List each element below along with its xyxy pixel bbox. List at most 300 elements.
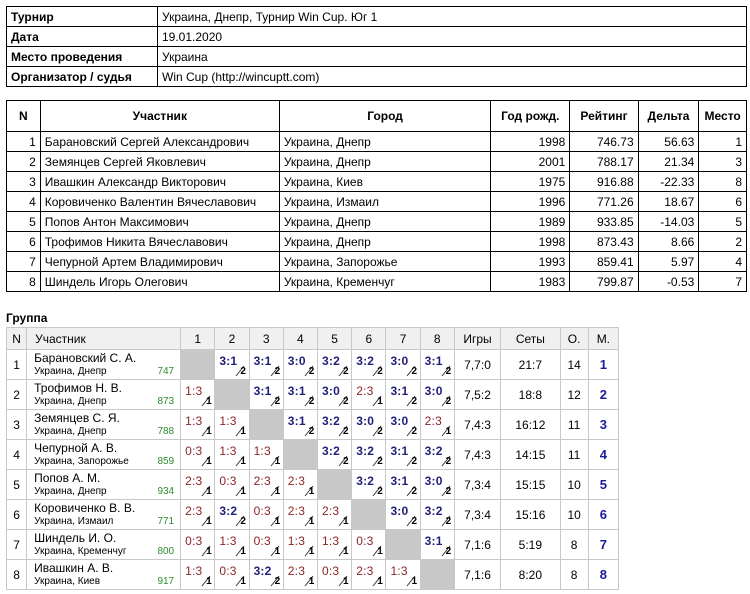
- match-points: 2: [411, 486, 417, 497]
- participant-row: [7, 232, 747, 252]
- participant-cell: 1998: [491, 232, 570, 252]
- match-points: 2: [240, 516, 246, 527]
- match-result-cell: [318, 410, 352, 440]
- match-result-cell: [386, 350, 420, 380]
- match-result-cell: [215, 440, 249, 470]
- group-points: 12: [560, 380, 588, 410]
- group-games: 7,5:2: [454, 380, 500, 410]
- group-results-grid: [6, 327, 619, 590]
- participant-cell: Украина, Кременчуг: [279, 272, 490, 292]
- participant-cell: 18.67: [638, 192, 699, 212]
- participant-cell: Трофимов Никита Вячеславович: [40, 232, 279, 252]
- info-row: [7, 67, 747, 87]
- match-score: 2:3: [356, 384, 374, 398]
- match-score: 1:3: [185, 564, 203, 578]
- match-result-cell: [420, 530, 454, 560]
- info-value: 19.01.2020: [158, 27, 747, 47]
- match-score: 3:0: [390, 354, 409, 368]
- participant-row: [7, 172, 747, 192]
- match-score: 0:3: [322, 564, 340, 578]
- group-player-cell: [27, 470, 181, 500]
- match-result-cell: [420, 500, 454, 530]
- participant-cell: 2: [7, 152, 41, 172]
- match-score: 3:0: [424, 384, 443, 398]
- info-label: Место проведения: [7, 47, 158, 67]
- group-self-cell: [420, 560, 454, 590]
- group-player-city: Украина, Днепр: [34, 426, 107, 437]
- participant-cell: 859.41: [570, 252, 638, 272]
- match-result-cell: [283, 410, 317, 440]
- group-player-city: Украина, Кременчуг: [34, 546, 127, 557]
- match-result-cell: [386, 500, 420, 530]
- match-score: 0:3: [356, 534, 374, 548]
- group-title: Группа: [6, 311, 48, 325]
- participant-cell: 1: [699, 132, 747, 152]
- match-score: 3:0: [322, 384, 340, 398]
- match-result-cell: [420, 350, 454, 380]
- group-row-number: 6: [7, 500, 27, 530]
- match-score: 3:1: [390, 474, 409, 488]
- match-result-cell: [283, 380, 317, 410]
- match-result-cell: [181, 410, 215, 440]
- participant-cell: 933.85: [570, 212, 638, 232]
- participant-cell: Украина, Киев: [279, 172, 490, 192]
- info-value: Win Cup (http://wincuptt.com): [158, 67, 747, 87]
- match-result-cell: [352, 470, 386, 500]
- match-points: 2: [308, 366, 315, 377]
- group-player-name: Земянцев С. Я.: [34, 411, 120, 425]
- participant-cell: 916.88: [570, 172, 638, 192]
- match-result-cell: [283, 350, 317, 380]
- match-points: 2: [343, 456, 349, 467]
- participant-cell: -0.53: [638, 272, 699, 292]
- participant-row: [7, 252, 747, 272]
- participant-cell: 1989: [491, 212, 570, 232]
- match-score: 0:3: [219, 474, 237, 488]
- match-points: 2: [445, 486, 452, 497]
- participant-cell: Ивашкин Александр Викторович: [40, 172, 279, 192]
- group-row-number: 1: [7, 350, 27, 380]
- match-points: 1: [308, 486, 315, 497]
- match-result-cell: [249, 500, 283, 530]
- match-points: 1: [206, 486, 212, 497]
- group-player-rating: 771: [157, 516, 175, 527]
- group-games: 7,4:3: [454, 410, 500, 440]
- match-score: 3:2: [322, 414, 340, 428]
- match-points: 2: [377, 426, 383, 437]
- info-label: Дата: [7, 27, 158, 47]
- participant-cell: 5: [699, 212, 747, 232]
- participant-cell: Земянцев Сергей Яковлевич: [40, 152, 279, 172]
- match-points: 2: [274, 366, 281, 377]
- match-result-cell: [249, 380, 283, 410]
- match-result-cell: [352, 440, 386, 470]
- group-self-cell: [181, 350, 215, 380]
- match-points: 1: [206, 426, 212, 437]
- match-points: 2: [411, 516, 417, 527]
- group-player-cell: [27, 350, 181, 380]
- info-value: Украина, Днепр, Турнир Win Cup. Юг 1: [158, 7, 747, 27]
- participant-cell: 1: [7, 132, 41, 152]
- match-points: 2: [411, 366, 417, 377]
- match-points: 2: [445, 396, 452, 407]
- match-result-cell: [181, 470, 215, 500]
- info-label: Организатор / судья: [7, 67, 158, 87]
- participant-cell: 799.87: [570, 272, 638, 292]
- group-player-rating: 873: [157, 396, 175, 407]
- match-result-cell: [181, 440, 215, 470]
- match-score: 1:3: [185, 414, 203, 428]
- group-player-name: Ивашкин А. В.: [34, 561, 114, 575]
- participant-cell: 1983: [491, 272, 570, 292]
- info-value: Украина: [158, 47, 747, 67]
- participants-column-header: Участник: [40, 101, 279, 132]
- group-column-header: Сеты: [501, 328, 560, 350]
- participant-cell: 4: [7, 192, 41, 212]
- group-points: 10: [560, 470, 588, 500]
- match-points: 1: [411, 576, 417, 587]
- match-result-cell: [181, 380, 215, 410]
- match-points: 1: [240, 546, 246, 557]
- match-points: 2: [240, 366, 246, 377]
- match-score: 3:0: [287, 354, 306, 368]
- group-row: [7, 470, 619, 500]
- participants-column-header: Место: [699, 101, 747, 132]
- participant-cell: 2001: [491, 152, 570, 172]
- match-result-cell: [249, 560, 283, 590]
- group-column-header: N: [7, 328, 27, 350]
- match-result-cell: [318, 440, 352, 470]
- participant-cell: Попов Антон Максимович: [40, 212, 279, 232]
- match-result-cell: [420, 440, 454, 470]
- match-score: 3:2: [253, 564, 272, 578]
- match-points: 1: [274, 486, 281, 497]
- group-column-header: 5: [318, 328, 352, 350]
- match-score: 1:3: [253, 444, 271, 458]
- match-result-cell: [318, 560, 352, 590]
- match-score: 3:1: [287, 384, 306, 398]
- participants-column-header: N: [7, 101, 41, 132]
- group-points: 8: [560, 560, 588, 590]
- group-player-cell: [27, 440, 181, 470]
- match-score: 3:2: [424, 444, 443, 458]
- participant-cell: Барановский Сергей Александрович: [40, 132, 279, 152]
- match-points: 2: [308, 396, 315, 407]
- match-result-cell: [420, 410, 454, 440]
- match-result-cell: [386, 410, 420, 440]
- match-score: 3:0: [390, 414, 409, 428]
- participant-cell: 2: [699, 232, 747, 252]
- group-row: [7, 380, 619, 410]
- match-result-cell: [386, 560, 420, 590]
- participant-row: [7, 152, 747, 172]
- match-score: 0:3: [185, 534, 203, 548]
- match-score: 0:3: [253, 534, 271, 548]
- group-row: [7, 440, 619, 470]
- participants-column-header: Город: [279, 101, 490, 132]
- match-result-cell: [386, 470, 420, 500]
- match-score: 3:2: [356, 474, 375, 488]
- match-points: 2: [308, 426, 315, 437]
- info-row: [7, 47, 747, 67]
- group-column-header: 6: [352, 328, 386, 350]
- group-sets: 21:7: [501, 350, 560, 380]
- group-place: 8: [588, 560, 618, 590]
- group-player-name: Шиндель И. О.: [34, 531, 117, 545]
- group-points: 11: [560, 410, 588, 440]
- match-result-cell: [386, 440, 420, 470]
- participant-cell: 21.34: [638, 152, 699, 172]
- group-column-header: 1: [181, 328, 215, 350]
- participants-table: [6, 100, 747, 292]
- match-score: 1:3: [390, 564, 408, 578]
- group-place: 4: [588, 440, 618, 470]
- match-points: 2: [343, 426, 349, 437]
- match-points: 1: [308, 516, 315, 527]
- match-score: 3:1: [287, 414, 306, 428]
- match-score: 3:1: [219, 354, 238, 368]
- match-result-cell: [215, 500, 249, 530]
- participant-cell: -14.03: [638, 212, 699, 232]
- participant-cell: 746.73: [570, 132, 638, 152]
- match-result-cell: [249, 440, 283, 470]
- group-games: 7,3:4: [454, 470, 500, 500]
- match-result-cell: [249, 530, 283, 560]
- match-points: 2: [274, 396, 281, 407]
- match-points: 1: [274, 546, 281, 557]
- participant-cell: 4: [699, 252, 747, 272]
- group-player-name: Барановский С. А.: [34, 351, 137, 365]
- match-points: 1: [274, 456, 281, 467]
- match-score: 2:3: [185, 474, 203, 488]
- group-sets: 14:15: [501, 440, 560, 470]
- group-place: 7: [588, 530, 618, 560]
- match-score: 2:3: [253, 474, 271, 488]
- participant-cell: 5.97: [638, 252, 699, 272]
- participant-cell: -22.33: [638, 172, 699, 192]
- group-games: 7,7:0: [454, 350, 500, 380]
- group-player-name: Коровиченко В. В.: [34, 501, 136, 515]
- match-score: 3:1: [424, 534, 443, 548]
- group-column-header: 8: [420, 328, 454, 350]
- participant-cell: Украина, Днепр: [279, 212, 490, 232]
- participant-row: [7, 272, 747, 292]
- group-player-cell: [27, 530, 181, 560]
- match-result-cell: [249, 350, 283, 380]
- match-score: 3:2: [219, 504, 238, 518]
- group-column-header: М.: [588, 328, 618, 350]
- group-player-name: Попов А. М.: [34, 471, 101, 485]
- match-result-cell: [215, 350, 249, 380]
- match-score: 2:3: [287, 504, 306, 518]
- match-score: 1:3: [219, 414, 237, 428]
- group-player-city: Украина, Днепр: [34, 366, 107, 377]
- match-points: 1: [274, 516, 281, 527]
- info-row: [7, 7, 747, 27]
- group-player-name: Чепурной А. В.: [34, 441, 118, 455]
- group-points: 10: [560, 500, 588, 530]
- participants-header-row: [7, 101, 747, 132]
- match-result-cell: [215, 530, 249, 560]
- match-points: 2: [377, 456, 383, 467]
- participant-row: [7, 212, 747, 232]
- match-result-cell: [215, 410, 249, 440]
- match-score: 3:0: [390, 504, 409, 518]
- group-games: 7,1:6: [454, 530, 500, 560]
- match-points: 1: [377, 576, 383, 587]
- match-score: 2:3: [424, 414, 442, 428]
- match-points: 2: [343, 396, 349, 407]
- participant-cell: Шиндель Игорь Олегович: [40, 272, 279, 292]
- group-row-number: 2: [7, 380, 27, 410]
- match-points: 2: [343, 366, 349, 377]
- match-result-cell: [181, 530, 215, 560]
- match-score: 1:3: [185, 384, 203, 398]
- match-points: 1: [445, 426, 452, 437]
- match-points: 2: [445, 516, 452, 527]
- participant-cell: 6: [699, 192, 747, 212]
- participants-column-header: Рейтинг: [570, 101, 638, 132]
- group-place: 1: [588, 350, 618, 380]
- match-result-cell: [249, 470, 283, 500]
- match-result-cell: [352, 530, 386, 560]
- match-score: 3:1: [253, 384, 272, 398]
- match-result-cell: [181, 500, 215, 530]
- match-points: 2: [411, 456, 417, 467]
- participant-cell: Украина, Днепр: [279, 152, 490, 172]
- match-points: 1: [308, 546, 315, 557]
- match-score: 3:1: [253, 354, 272, 368]
- group-place: 6: [588, 500, 618, 530]
- match-result-cell: [181, 560, 215, 590]
- match-result-cell: [318, 350, 352, 380]
- group-place: 2: [588, 380, 618, 410]
- match-points: 2: [445, 456, 452, 467]
- match-result-cell: [352, 410, 386, 440]
- match-score: 0:3: [185, 444, 203, 458]
- group-player-city: Украина, Запорожье: [34, 456, 129, 467]
- match-result-cell: [352, 380, 386, 410]
- group-sets: 15:15: [501, 470, 560, 500]
- group-row: [7, 530, 619, 560]
- group-self-cell: [283, 440, 317, 470]
- match-score: 2:3: [287, 474, 306, 488]
- participant-cell: Украина, Днепр: [279, 132, 490, 152]
- match-score: 2:3: [356, 564, 374, 578]
- match-score: 3:0: [356, 414, 375, 428]
- match-score: 1:3: [322, 534, 340, 548]
- match-points: 1: [206, 546, 212, 557]
- group-player-city: Украина, Днепр: [34, 486, 107, 497]
- info-row: [7, 27, 747, 47]
- match-points: 2: [445, 546, 452, 557]
- match-points: 1: [240, 456, 246, 467]
- participant-cell: 3: [7, 172, 41, 192]
- group-row: [7, 500, 619, 530]
- group-sets: 8:20: [501, 560, 560, 590]
- match-result-cell: [283, 560, 317, 590]
- info-label: Турнир: [7, 7, 158, 27]
- match-score: 0:3: [253, 504, 271, 518]
- participant-cell: 3: [699, 152, 747, 172]
- participant-cell: 1998: [491, 132, 570, 152]
- group-self-cell: [318, 470, 352, 500]
- group-games: 7,1:6: [454, 560, 500, 590]
- participant-cell: 5: [7, 212, 41, 232]
- match-points: 1: [343, 516, 349, 527]
- group-column-header: 4: [283, 328, 317, 350]
- match-score: 3:2: [322, 444, 340, 458]
- participant-row: [7, 132, 747, 152]
- participants-column-header: Год рожд.: [491, 101, 570, 132]
- match-points: 1: [240, 426, 246, 437]
- match-points: 2: [377, 366, 383, 377]
- group-row: [7, 350, 619, 380]
- match-points: 1: [240, 486, 246, 497]
- group-player-rating: 800: [157, 546, 175, 557]
- group-column-header: О.: [560, 328, 588, 350]
- group-self-cell: [215, 380, 249, 410]
- match-result-cell: [283, 530, 317, 560]
- match-score: 1:3: [219, 534, 237, 548]
- match-score: 3:2: [356, 444, 375, 458]
- match-result-cell: [420, 380, 454, 410]
- group-sets: 18:8: [501, 380, 560, 410]
- match-score: 3:1: [424, 354, 443, 368]
- match-points: 1: [343, 546, 349, 557]
- match-points: 1: [206, 576, 212, 587]
- participant-cell: 771.26: [570, 192, 638, 212]
- group-player-cell: [27, 380, 181, 410]
- participant-cell: 56.63: [638, 132, 699, 152]
- group-player-city: Украина, Киев: [34, 576, 101, 587]
- group-sets: 5:19: [501, 530, 560, 560]
- group-column-header: 7: [386, 328, 420, 350]
- group-player-rating: 788: [157, 426, 175, 437]
- group-points: 14: [560, 350, 588, 380]
- match-result-cell: [318, 500, 352, 530]
- group-player-rating: 859: [157, 456, 175, 467]
- participant-cell: 7: [7, 252, 41, 272]
- participant-cell: 1993: [491, 252, 570, 272]
- group-sets: 16:12: [501, 410, 560, 440]
- match-points: 1: [343, 576, 349, 587]
- participant-cell: Украина, Запорожье: [279, 252, 490, 272]
- group-player-name: Трофимов Н. В.: [34, 381, 123, 395]
- match-score: 3:1: [390, 384, 409, 398]
- group-player-city: Украина, Измаил: [34, 516, 114, 527]
- group-sets: 15:16: [501, 500, 560, 530]
- group-place: 3: [588, 410, 618, 440]
- participant-cell: 873.43: [570, 232, 638, 252]
- group-row-number: 7: [7, 530, 27, 560]
- group-self-cell: [352, 500, 386, 530]
- match-points: 2: [274, 576, 281, 587]
- group-row-number: 3: [7, 410, 27, 440]
- tournament-info-table: [6, 6, 747, 87]
- group-row-number: 4: [7, 440, 27, 470]
- match-result-cell: [386, 380, 420, 410]
- group-player-rating: 934: [157, 486, 175, 497]
- match-score: 3:1: [390, 444, 409, 458]
- match-score: 3:0: [424, 474, 443, 488]
- match-points: 1: [377, 396, 383, 407]
- participant-cell: 8.66: [638, 232, 699, 252]
- group-player-rating: 917: [157, 576, 175, 587]
- participant-cell: 1996: [491, 192, 570, 212]
- match-result-cell: [352, 350, 386, 380]
- match-points: 1: [308, 576, 315, 587]
